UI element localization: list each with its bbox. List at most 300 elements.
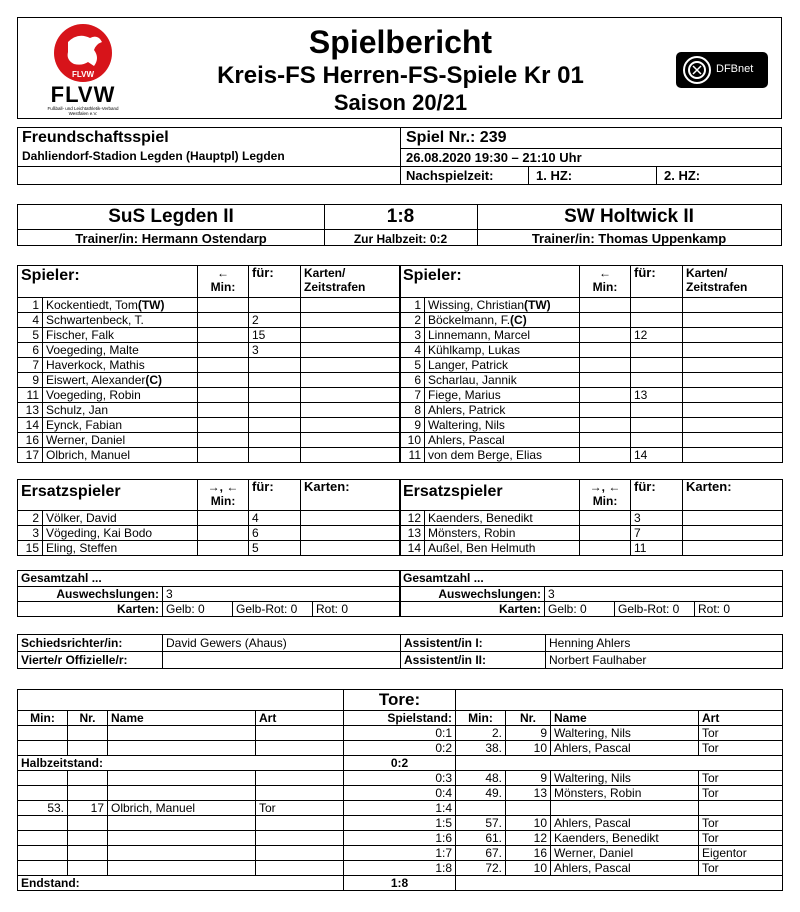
player-cards xyxy=(301,403,401,418)
away-goal-type: Tor xyxy=(699,771,783,786)
player-name: Ahlers, Patrick xyxy=(428,403,506,417)
empty-cell xyxy=(456,876,783,891)
player-min xyxy=(580,418,631,433)
player-for: 12 xyxy=(631,328,683,343)
total-label: Gesamtzahl ... xyxy=(400,571,783,587)
home-yellow: Gelb: 0 xyxy=(163,602,233,617)
final-row xyxy=(18,876,783,891)
player-tag: (TW) xyxy=(524,298,551,312)
for-header: für: xyxy=(631,480,683,511)
player-min xyxy=(580,298,631,313)
player-cards xyxy=(301,328,401,343)
player-name: Werner, Daniel xyxy=(46,433,126,447)
goals-title: Tore: xyxy=(344,690,456,711)
player-name-cell xyxy=(43,373,198,388)
sub-row xyxy=(18,526,401,541)
player-name-cell xyxy=(43,448,198,463)
away-goal-name: Waltering, Nils xyxy=(551,771,699,786)
player-row xyxy=(400,448,783,463)
away-goal-nr: 16 xyxy=(506,846,551,861)
away-goal-type xyxy=(699,801,783,816)
sub-min xyxy=(580,541,631,556)
player-number: 8 xyxy=(400,403,425,418)
away-goal-nr: 12 xyxy=(506,831,551,846)
away-goal-min: 2. xyxy=(456,726,506,741)
home-goal-min xyxy=(18,846,68,861)
flvw-subtext: Fußball- und Leichtathletik-Verband Westfalen e.V. xyxy=(47,106,119,116)
player-cards xyxy=(301,358,401,373)
player-row xyxy=(400,403,783,418)
away-goal-name xyxy=(551,801,699,816)
player-name: Langer, Patrick xyxy=(428,358,509,372)
col-type: Art xyxy=(256,711,344,726)
goal-score: 1:8 xyxy=(344,861,456,876)
goal-row xyxy=(18,726,783,741)
away-goal-nr: 10 xyxy=(506,741,551,756)
player-name: Wissing, Christian xyxy=(428,298,525,312)
player-min xyxy=(198,373,249,388)
player-tag: (C) xyxy=(510,313,527,327)
min-header: Min: xyxy=(592,494,618,508)
final-score-value: 1:8 xyxy=(344,876,456,891)
away-goal-min: 72. xyxy=(456,861,506,876)
player-name: von dem Berge, Elias xyxy=(428,448,543,462)
away-goal-name: Ahlers, Pascal xyxy=(551,741,699,756)
away-subs xyxy=(399,479,783,556)
cards-header-2: Zeitstrafen xyxy=(304,280,366,294)
col-name: Name xyxy=(108,711,256,726)
sub-min xyxy=(580,526,631,541)
goal-score: 0:4 xyxy=(344,786,456,801)
player-for: 13 xyxy=(631,388,683,403)
goal-row xyxy=(18,741,783,756)
player-row xyxy=(18,448,401,463)
player-row xyxy=(18,433,401,448)
season-title: Saison 20/21 xyxy=(333,90,468,115)
home-goal-name xyxy=(108,816,256,831)
col-name: Name xyxy=(551,711,699,726)
player-name-cell xyxy=(425,403,580,418)
player-cards xyxy=(301,388,401,403)
away-goal-min: 48. xyxy=(456,771,506,786)
player-number: 9 xyxy=(400,418,425,433)
sub-row xyxy=(18,511,401,526)
player-name: Olbrich, Manuel xyxy=(46,448,131,462)
sub-row xyxy=(18,541,401,556)
player-min xyxy=(580,313,631,328)
player-cards xyxy=(301,418,401,433)
referee-name: David Gewers (Ahaus) xyxy=(163,635,401,652)
goal-row xyxy=(18,846,783,861)
away-goal-name: Waltering, Nils xyxy=(551,726,699,741)
player-cards xyxy=(301,343,401,358)
player-name: Eiswert, Alexander xyxy=(46,373,146,387)
player-row xyxy=(18,358,401,373)
competition-title: Kreis-FS Herren-FS-Spiele Kr 01 xyxy=(217,62,584,89)
home-goal-type xyxy=(256,771,344,786)
flvw-crest-icon xyxy=(38,22,128,84)
halftime-label: Halbzeitstand: xyxy=(18,756,344,771)
home-goal-name xyxy=(108,741,256,756)
player-name-cell xyxy=(425,298,580,313)
player-min xyxy=(198,403,249,418)
sub-min xyxy=(198,511,249,526)
home-yellow-red: Gelb-Rot: 0 xyxy=(233,602,313,617)
home-subs-count: 3 xyxy=(163,587,401,602)
goal-row xyxy=(18,816,783,831)
player-for xyxy=(249,373,301,388)
player-number: 10 xyxy=(400,433,425,448)
col-nr: Nr. xyxy=(506,711,551,726)
player-row xyxy=(400,328,783,343)
referee-label: Schiedsrichter/in: xyxy=(18,635,163,652)
home-goal-min xyxy=(18,726,68,741)
player-name-cell xyxy=(425,433,580,448)
player-for xyxy=(631,298,683,313)
goal-score: 1:5 xyxy=(344,816,456,831)
cards-header: Karten: xyxy=(683,480,783,511)
col-min: Min: xyxy=(456,711,506,726)
match-number: Spiel Nr.: 239 xyxy=(406,129,507,146)
lineup-section xyxy=(17,265,782,617)
sub-name: Vögeding, Kai Bodo xyxy=(43,526,198,541)
away-subs-count: 3 xyxy=(545,587,783,602)
empty-cell xyxy=(456,756,783,771)
player-row xyxy=(400,373,783,388)
home-trainer: Trainer/in: Hermann Ostendarp xyxy=(75,231,267,246)
home-goal-min xyxy=(18,786,68,801)
home-goal-nr xyxy=(68,831,108,846)
half1-label: 1. HZ: xyxy=(536,168,573,183)
home-goal-min xyxy=(18,771,68,786)
away-goal-type: Tor xyxy=(699,786,783,801)
player-for xyxy=(249,358,301,373)
player-name: Voegeding, Malte xyxy=(46,343,139,357)
min-arrow: ← xyxy=(599,266,611,280)
away-goal-nr: 9 xyxy=(506,771,551,786)
player-row xyxy=(400,388,783,403)
player-min xyxy=(580,358,631,373)
fourth-official-name xyxy=(163,652,401,669)
player-for xyxy=(249,448,301,463)
away-goal-min: 61. xyxy=(456,831,506,846)
away-goal-type: Tor xyxy=(699,831,783,846)
away-goal-name: Kaenders, Benedikt xyxy=(551,831,699,846)
player-cards xyxy=(683,343,783,358)
player-row xyxy=(18,403,401,418)
home-goal-min xyxy=(18,831,68,846)
sub-arrows: →, ← xyxy=(589,480,621,494)
home-goal-type xyxy=(256,846,344,861)
home-lineup xyxy=(17,265,401,463)
extra-time-label: Nachspielzeit: xyxy=(406,168,494,183)
player-for xyxy=(631,343,683,358)
away-goal-name: Ahlers, Pascal xyxy=(551,861,699,876)
goal-row xyxy=(18,861,783,876)
player-name: Böckelmann, F. xyxy=(428,313,511,327)
player-name-cell xyxy=(43,298,198,313)
sub-cards xyxy=(301,511,401,526)
player-row xyxy=(400,433,783,448)
home-goal-type xyxy=(256,726,344,741)
player-name: Ahlers, Pascal xyxy=(428,433,505,447)
player-name-cell xyxy=(43,388,198,403)
cards-header: Karten: xyxy=(301,480,401,511)
player-row xyxy=(18,343,401,358)
player-name: Eynck, Fabian xyxy=(46,418,123,432)
page-title: Spielbericht xyxy=(308,24,493,60)
score-box xyxy=(17,204,782,246)
home-goal-name xyxy=(108,786,256,801)
sub-for: 3 xyxy=(631,511,683,526)
sub-row xyxy=(400,526,783,541)
home-goal-name xyxy=(108,861,256,876)
player-name: Kockentiedt, Tom xyxy=(46,298,138,312)
fourth-official-label: Vierte/r Offizielle/r: xyxy=(18,652,163,669)
player-cards xyxy=(301,433,401,448)
away-goal-min: 38. xyxy=(456,741,506,756)
player-name-cell xyxy=(425,418,580,433)
halftime-score-value: 0:2 xyxy=(344,756,456,771)
sub-number: 13 xyxy=(400,526,425,541)
players-header: Spieler: xyxy=(18,266,198,298)
player-number: 7 xyxy=(18,358,43,373)
sub-for: 4 xyxy=(249,511,301,526)
home-goal-name: Olbrich, Manuel xyxy=(108,801,256,816)
home-goal-type: Tor xyxy=(256,801,344,816)
player-min xyxy=(198,358,249,373)
player-name-cell xyxy=(425,373,580,388)
player-for xyxy=(249,403,301,418)
player-for xyxy=(631,403,683,418)
sub-for: 5 xyxy=(249,541,301,556)
cards-header-1: Karten/ xyxy=(686,266,728,280)
away-totals xyxy=(399,570,783,617)
sub-name: Eling, Steffen xyxy=(43,541,198,556)
subs-header: Ersatzspieler xyxy=(400,480,580,511)
player-for: 14 xyxy=(631,448,683,463)
player-name: Fischer, Falk xyxy=(46,328,115,342)
player-cards xyxy=(683,388,783,403)
player-row xyxy=(400,418,783,433)
home-goal-nr xyxy=(68,771,108,786)
player-for xyxy=(249,418,301,433)
goal-score: 1:4 xyxy=(344,801,456,816)
away-goal-type: Tor xyxy=(699,726,783,741)
home-goal-nr xyxy=(68,786,108,801)
player-min xyxy=(198,448,249,463)
for-header: für: xyxy=(631,266,683,298)
player-cards xyxy=(683,448,783,463)
home-team: SuS Legden II xyxy=(108,206,234,227)
sub-number: 15 xyxy=(18,541,43,556)
home-subs xyxy=(17,479,401,556)
away-goal-nr: 10 xyxy=(506,816,551,831)
player-row xyxy=(18,418,401,433)
player-name-cell xyxy=(43,313,198,328)
cards-total-label: Karten: xyxy=(18,602,163,617)
player-name-cell xyxy=(425,358,580,373)
player-name-cell xyxy=(425,448,580,463)
home-goal-nr xyxy=(68,741,108,756)
player-number: 7 xyxy=(400,388,425,403)
away-goal-type: Tor xyxy=(699,816,783,831)
player-name-cell xyxy=(425,328,580,343)
players-header: Spieler: xyxy=(400,266,580,298)
home-goal-min xyxy=(18,816,68,831)
player-name: Scharlau, Jannik xyxy=(428,373,517,387)
home-goal-min xyxy=(18,861,68,876)
goals-table xyxy=(17,689,783,891)
player-number: 9 xyxy=(18,373,43,388)
goal-score: 0:1 xyxy=(344,726,456,741)
away-goal-nr: 13 xyxy=(506,786,551,801)
player-number: 4 xyxy=(400,343,425,358)
player-name: Linnemann, Marcel xyxy=(428,328,531,342)
assistant1-name: Henning Ahlers xyxy=(546,635,783,652)
player-name-cell xyxy=(425,388,580,403)
away-goal-min: 49. xyxy=(456,786,506,801)
player-name-cell xyxy=(43,418,198,433)
player-name: Waltering, Nils xyxy=(428,418,505,432)
player-cards xyxy=(301,448,401,463)
home-goal-type xyxy=(256,786,344,801)
player-name-cell xyxy=(425,343,580,358)
sub-cards xyxy=(301,541,401,556)
home-goal-nr xyxy=(68,846,108,861)
home-goal-min xyxy=(18,741,68,756)
player-number: 5 xyxy=(18,328,43,343)
sub-name: Kaenders, Benedikt xyxy=(425,511,580,526)
player-number: 1 xyxy=(18,298,43,313)
player-for: 3 xyxy=(249,343,301,358)
home-goal-type xyxy=(256,831,344,846)
away-goal-nr: 10 xyxy=(506,861,551,876)
match-datetime: 26.08.2020 19:30 – 21:10 Uhr xyxy=(406,150,582,165)
for-header: für: xyxy=(249,266,301,298)
away-goal-type: Tor xyxy=(699,741,783,756)
player-cards xyxy=(683,358,783,373)
player-number: 5 xyxy=(400,358,425,373)
player-min xyxy=(580,388,631,403)
player-tag: (TW) xyxy=(137,298,165,312)
player-cards xyxy=(301,373,401,388)
player-number: 11 xyxy=(18,388,43,403)
home-goal-nr: 17 xyxy=(68,801,108,816)
player-min xyxy=(198,343,249,358)
away-yellow: Gelb: 0 xyxy=(545,602,615,617)
final-label: Endstand: xyxy=(18,876,344,891)
dfbnet-label: DFBnet xyxy=(716,63,754,75)
player-min xyxy=(580,373,631,388)
venue: Dahliendorf-Stadion Legden (Hauptpl) Legden xyxy=(22,149,285,163)
player-cards xyxy=(683,433,783,448)
player-for xyxy=(631,418,683,433)
substitutions-label: Auswechslungen: xyxy=(400,587,545,602)
dfbnet-logo xyxy=(676,52,768,88)
player-name-cell xyxy=(425,313,580,328)
player-min xyxy=(580,328,631,343)
player-cards xyxy=(683,313,783,328)
player-row xyxy=(18,328,401,343)
sub-for: 6 xyxy=(249,526,301,541)
home-goal-name xyxy=(108,771,256,786)
home-goal-min: 53. xyxy=(18,801,68,816)
player-name: Fiege, Marius xyxy=(428,388,501,402)
min-header: Min: xyxy=(210,494,236,508)
away-goal-min: 67. xyxy=(456,846,506,861)
goal-row xyxy=(18,786,783,801)
player-name: Schulz, Jan xyxy=(46,403,109,417)
goal-score: 0:2 xyxy=(344,741,456,756)
player-number: 3 xyxy=(400,328,425,343)
player-cards xyxy=(683,418,783,433)
home-totals xyxy=(17,570,401,617)
home-goal-name xyxy=(108,831,256,846)
sub-arrows: →, ← xyxy=(207,480,239,494)
player-name-cell xyxy=(43,343,198,358)
final-score: 1:8 xyxy=(386,206,415,227)
cards-header-2: Zeitstrafen xyxy=(686,280,748,294)
away-goal-name: Werner, Daniel xyxy=(551,846,699,861)
home-goal-nr xyxy=(68,861,108,876)
sub-row xyxy=(400,511,783,526)
halftime-row xyxy=(18,756,783,771)
col-min: Min: xyxy=(18,711,68,726)
away-goal-min: 57. xyxy=(456,816,506,831)
for-header: für: xyxy=(249,480,301,511)
player-cards xyxy=(301,298,401,313)
player-number: 4 xyxy=(18,313,43,328)
header xyxy=(17,17,782,119)
player-row xyxy=(18,388,401,403)
player-tag: (C) xyxy=(145,373,163,387)
player-min xyxy=(198,433,249,448)
player-row xyxy=(400,313,783,328)
substitutions-label: Auswechslungen: xyxy=(18,587,163,602)
away-team: SW Holtwick II xyxy=(564,206,694,227)
dfb-emblem-icon xyxy=(682,55,712,85)
player-min xyxy=(580,403,631,418)
subs-header: Ersatzspieler xyxy=(18,480,198,511)
sub-number: 14 xyxy=(400,541,425,556)
flvw-logo xyxy=(38,22,128,116)
min-arrow: ← xyxy=(217,266,229,280)
sub-min xyxy=(198,526,249,541)
player-number: 6 xyxy=(18,343,43,358)
player-min xyxy=(198,298,249,313)
player-name-cell xyxy=(43,328,198,343)
sub-cards xyxy=(683,526,783,541)
player-for xyxy=(631,433,683,448)
away-goal-name: Mönsters, Robin xyxy=(551,786,699,801)
col-nr: Nr. xyxy=(68,711,108,726)
half2-label: 2. HZ: xyxy=(664,168,701,183)
player-number: 11 xyxy=(400,448,425,463)
away-goal-name: Ahlers, Pascal xyxy=(551,816,699,831)
player-cards xyxy=(683,403,783,418)
player-name: Schwartenbeck, T. xyxy=(46,313,144,327)
player-for xyxy=(631,358,683,373)
player-number: 13 xyxy=(18,403,43,418)
match-type: Freundschaftsspiel xyxy=(22,129,169,146)
player-min xyxy=(198,388,249,403)
sub-for: 11 xyxy=(631,541,683,556)
away-goal-type: Eigentor xyxy=(699,846,783,861)
match-info xyxy=(17,127,782,185)
goal-score: 1:7 xyxy=(344,846,456,861)
goal-row xyxy=(18,771,783,786)
